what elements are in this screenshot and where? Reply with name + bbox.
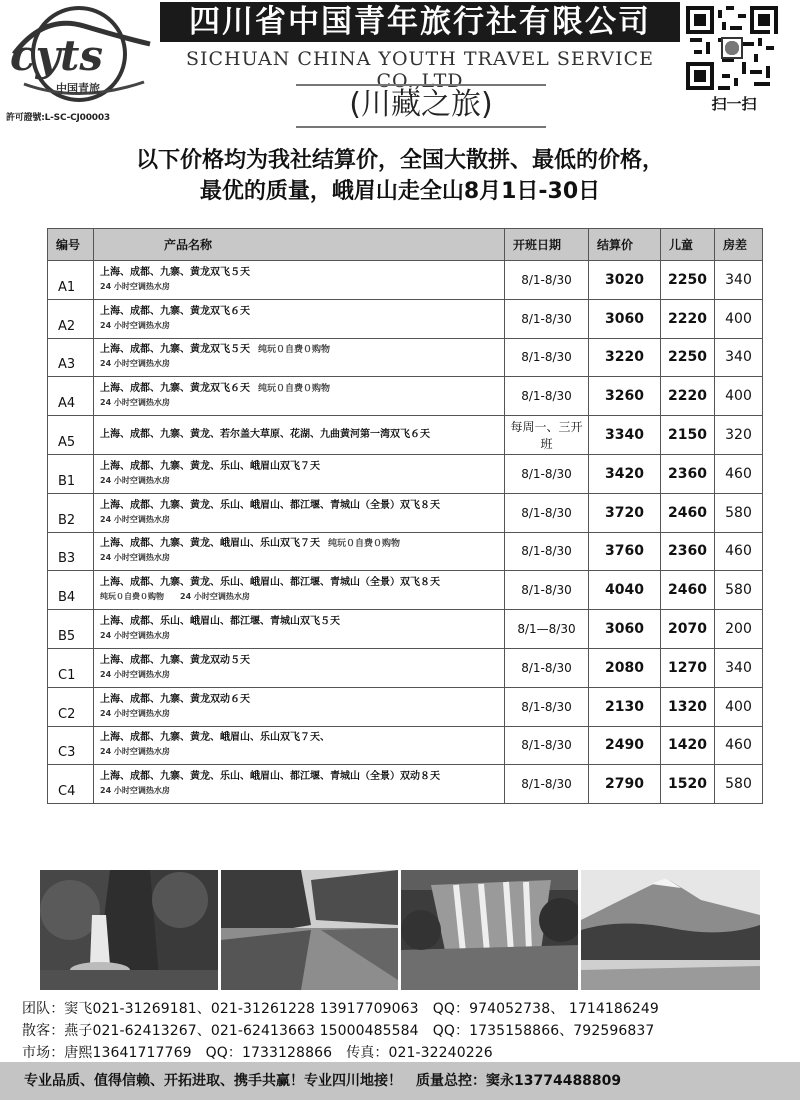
row-price: 2490	[589, 726, 661, 765]
row-code: C2	[48, 687, 94, 726]
table-row	[48, 532, 763, 571]
company-name-en: SICHUAN CHINA YOUTH TRAVEL SERVICE CO.,LTD	[185, 48, 654, 92]
row-product	[94, 454, 505, 493]
row-code: A3	[48, 338, 94, 377]
header-code: 编号	[48, 229, 94, 261]
row-price: 3420	[589, 454, 661, 493]
row-product	[94, 765, 505, 804]
product-name: 上海、成都、九寨、黄龙、乐山、峨眉山、都江堰、青城山（全景）双飞８天	[100, 577, 440, 589]
row-code: B5	[48, 610, 94, 649]
row-dates: 8/1-8/30	[505, 571, 589, 610]
row-room-diff: 460	[715, 532, 763, 571]
row-child-price: 1520	[661, 765, 715, 804]
header-dates: 开班日期	[505, 229, 589, 261]
row-code: B3	[48, 532, 94, 571]
license-number: 許可證號:L-SC-CJ00003	[6, 113, 110, 123]
contacts	[22, 998, 792, 1064]
row-child-price: 2070	[661, 610, 715, 649]
row-product	[94, 299, 505, 338]
row-product	[94, 687, 505, 726]
row-code: C1	[48, 648, 94, 687]
row-code: B4	[48, 571, 94, 610]
product-name: 上海、成都、九寨、黄龙双飞６天	[100, 383, 250, 395]
qr-code[interactable]	[686, 6, 778, 90]
row-room-diff: 400	[715, 687, 763, 726]
row-product	[94, 261, 505, 300]
footer-bar	[0, 1062, 800, 1100]
row-room-diff: 580	[715, 765, 763, 804]
product-note: 24 小时空调热水房	[100, 398, 170, 408]
row-code: C3	[48, 726, 94, 765]
header-price: 结算价	[589, 229, 661, 261]
row-product	[94, 726, 505, 765]
row-child-price: 2360	[661, 454, 715, 493]
table-row	[48, 454, 763, 493]
row-room-diff: 400	[715, 377, 763, 416]
product-name: 上海、成都、九寨、黄龙、乐山、峨眉山双飞７天	[100, 460, 320, 472]
table-row	[48, 726, 763, 765]
product-extra: 纯玩０自费０购物	[328, 539, 401, 550]
row-room-diff: 340	[715, 338, 763, 377]
table-row	[48, 377, 763, 416]
row-price: 2130	[589, 687, 661, 726]
scan-label: 扫一扫	[711, 95, 757, 113]
row-child-price: 1420	[661, 726, 715, 765]
product-note: 24 小时空调热水房	[100, 553, 170, 563]
product-name: 上海、成都、九寨、黄龙双飞５天	[100, 266, 250, 278]
table-row	[48, 299, 763, 338]
product-note: 24 小时空调热水房	[100, 475, 170, 485]
row-dates: 8/1-8/30	[505, 377, 589, 416]
row-room-diff: 320	[715, 416, 763, 455]
row-price: 3060	[589, 299, 661, 338]
svg-text:中国青旅: 中国青旅	[56, 82, 100, 95]
product-name: 上海、成都、乐山、峨眉山、都江堰、青城山双飞５天	[100, 616, 340, 628]
row-child-price: 2360	[661, 532, 715, 571]
product-name: 上海、成都、九寨、黄龙双飞５天	[100, 344, 250, 356]
row-child-price: 2460	[661, 571, 715, 610]
row-room-diff: 460	[715, 454, 763, 493]
product-name: 上海、成都、九寨、黄龙双动５天	[100, 654, 250, 666]
row-dates: 8/1-8/30	[505, 493, 589, 532]
row-dates: 8/1-8/30	[505, 261, 589, 300]
header-product: 产品名称	[94, 229, 505, 261]
row-price: 3340	[589, 416, 661, 455]
table-row	[48, 493, 763, 532]
table-row	[48, 765, 763, 804]
product-extra: 纯玩０自费０购物	[258, 384, 331, 395]
table-body	[48, 261, 763, 804]
row-child-price: 2460	[661, 493, 715, 532]
product-note: 纯玩０自费０购物 24 小时空调热水房	[100, 592, 250, 602]
row-price: 3720	[589, 493, 661, 532]
mountain-photo	[581, 870, 760, 990]
product-name: 上海、成都、九寨、黄龙、峨眉山、乐山双飞７天、	[100, 732, 330, 744]
table-row	[48, 416, 763, 455]
product-name: 上海、成都、九寨、黄龙、乐山、峨眉山、都江堰、青城山（全景）双动８天	[100, 771, 440, 783]
row-price: 2080	[589, 648, 661, 687]
row-dates: 8/1-8/30	[505, 338, 589, 377]
row-product	[94, 571, 505, 610]
row-price: 3060	[589, 610, 661, 649]
header-child: 儿童	[661, 229, 715, 261]
table-row	[48, 571, 763, 610]
row-dates: 每周一、三开班	[505, 416, 589, 455]
headline-line-1: 以下价格均为我社结算价，全国大散拼、最低的价格，	[135, 148, 664, 173]
product-name: 上海、成都、九寨、黄龙双飞６天	[100, 305, 250, 317]
row-product	[94, 377, 505, 416]
photo-strip	[40, 870, 760, 990]
table-row	[48, 261, 763, 300]
row-price: 3760	[589, 532, 661, 571]
row-code: C4	[48, 765, 94, 804]
product-note: 24 小时空调热水房	[100, 669, 170, 679]
row-price: 3220	[589, 338, 661, 377]
row-child-price: 2220	[661, 377, 715, 416]
headline-line-2: 最优的质量，峨眉山走全山8月1日-30日	[199, 179, 601, 204]
table-row	[48, 687, 763, 726]
row-dates: 8/1-8/30	[505, 648, 589, 687]
row-dates: 8/1—8/30	[505, 610, 589, 649]
product-extra: 纯玩０自费０购物	[258, 345, 331, 356]
row-dates: 8/1-8/30	[505, 532, 589, 571]
product-note: 24 小时空调热水房	[100, 359, 170, 369]
row-code: A4	[48, 377, 94, 416]
lake-photo	[221, 870, 398, 990]
row-room-diff: 200	[715, 610, 763, 649]
row-product	[94, 338, 505, 377]
product-name: 上海、成都、九寨、黄龙双动６天	[100, 693, 250, 705]
product-note: 24 小时空调热水房	[100, 514, 170, 524]
row-child-price: 1320	[661, 687, 715, 726]
contact-team: 团队：窦飞021-31269181、021-31261228 13917709063 QQ：974052738、 1714186249	[22, 1001, 659, 1017]
product-name: 上海、成都、九寨、黄龙、若尔盖大草原、花湖、九曲黄河第一湾双飞６天	[100, 429, 430, 441]
product-note: 24 小时空调热水房	[100, 786, 170, 796]
header	[0, 0, 800, 128]
row-product	[94, 493, 505, 532]
table-row	[48, 338, 763, 377]
table-row	[48, 610, 763, 649]
row-child-price: 2250	[661, 338, 715, 377]
row-room-diff: 340	[715, 261, 763, 300]
row-dates: 8/1-8/30	[505, 454, 589, 493]
table-row	[48, 648, 763, 687]
header-room: 房差	[715, 229, 763, 261]
row-price: 4040	[589, 571, 661, 610]
contact-market: 市场：唐熙13641717769 QQ：1733128866 传真：021-32240226	[22, 1045, 493, 1061]
row-code: A5	[48, 416, 94, 455]
row-price: 2790	[589, 765, 661, 804]
product-name: 上海、成都、九寨、黄龙、峨眉山、乐山双飞７天	[100, 538, 320, 550]
product-note: 24 小时空调热水房	[100, 708, 170, 718]
cascade-photo	[401, 870, 578, 990]
product-name: 上海、成都、九寨、黄龙、乐山、峨眉山、都江堰、青城山（全景）双飞８天	[100, 499, 440, 511]
waterfall-photo	[40, 870, 218, 990]
cyts-logo	[4, 4, 154, 112]
footer-slogan: 专业品质、值得信赖、开拓进取、携手共赢！专业四川地接！ 质量总控：窦永13774488809	[24, 1073, 622, 1089]
product-note: 24 小时空调热水房	[100, 631, 170, 641]
row-child-price: 1270	[661, 648, 715, 687]
row-product	[94, 532, 505, 571]
product-note: 24 小时空调热水房	[100, 320, 170, 330]
product-note: 24 小时空调热水房	[100, 747, 170, 757]
row-code: B2	[48, 493, 94, 532]
row-product	[94, 416, 505, 455]
row-room-diff: 400	[715, 299, 763, 338]
row-price: 3260	[589, 377, 661, 416]
row-code: A2	[48, 299, 94, 338]
row-room-diff: 580	[715, 493, 763, 532]
row-child-price: 2220	[661, 299, 715, 338]
row-dates: 8/1-8/30	[505, 687, 589, 726]
row-product	[94, 610, 505, 649]
row-room-diff: 460	[715, 726, 763, 765]
row-dates: 8/1-8/30	[505, 726, 589, 765]
svg-text:cyts: cyts	[10, 31, 104, 80]
row-product	[94, 648, 505, 687]
row-room-diff: 580	[715, 571, 763, 610]
row-dates: 8/1-8/30	[505, 299, 589, 338]
row-child-price: 2150	[661, 416, 715, 455]
row-dates: 8/1-8/30	[505, 765, 589, 804]
row-room-diff: 340	[715, 648, 763, 687]
row-code: A1	[48, 261, 94, 300]
brand-title: (川藏之旅)	[296, 84, 546, 128]
table-header-row	[48, 229, 763, 261]
product-note: 24 小时空调热水房	[100, 281, 170, 291]
contact-individual: 散客：燕子021-62413267、021-62413663 15000485584 QQ：1735158866、792596837	[22, 1023, 655, 1039]
price-table	[47, 228, 763, 804]
company-name-cn: 四川省中国青年旅行社有限公司	[160, 2, 680, 42]
headline	[40, 145, 760, 207]
row-code: B1	[48, 454, 94, 493]
row-price: 3020	[589, 261, 661, 300]
row-child-price: 2250	[661, 261, 715, 300]
